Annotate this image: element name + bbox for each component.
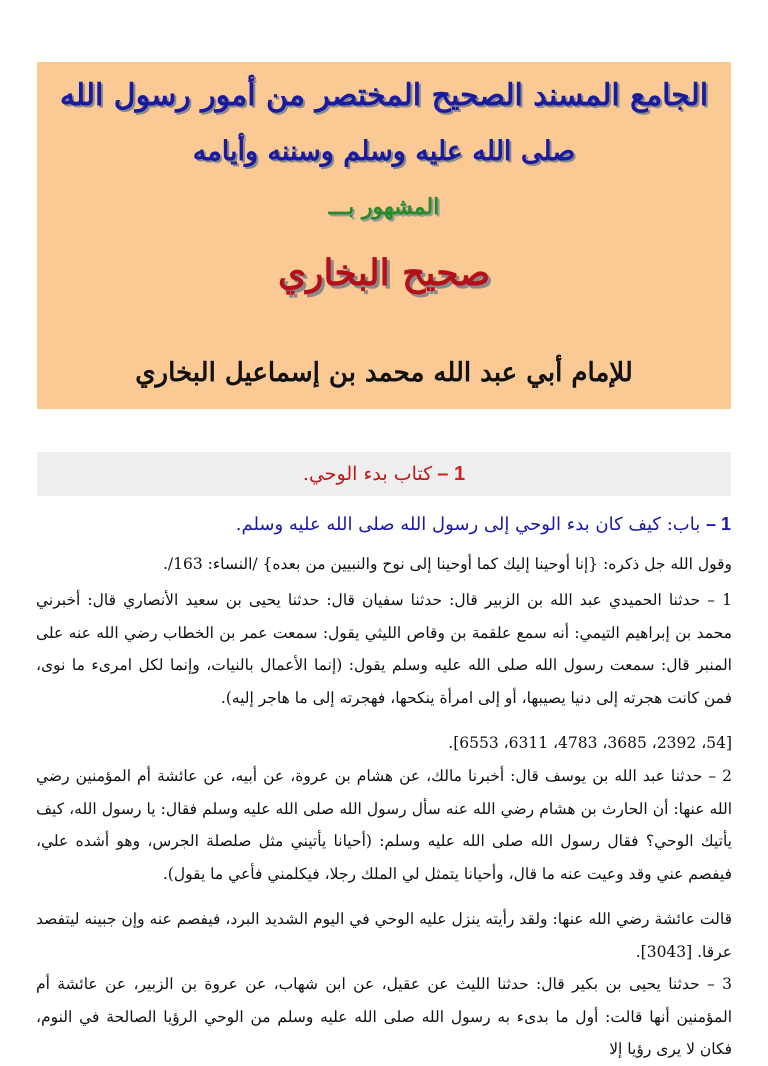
author-line: للإمام أبي عبد الله محمد بن إسماعيل البخاري — [135, 358, 633, 388]
chapter-number: 1 – — [437, 463, 466, 485]
chapter-heading — [37, 452, 731, 496]
bab-heading — [37, 510, 731, 539]
hadith-2-paragraph: 2 – حدثنا عبد الله بن يوسف قال: أخبرنا مالك، عن هشام بن عروة، عن أبيه، عن عائشة أم المؤمنين رضي الله عنها: أن الحارث بن هشام رضي الله عنه سأل رسول الله صلى الله عليه وسلم فقال: يا رسول الله، كيف يأتيك الوحي؟ فقال رسول الله صلى الله عليه وسلم: (أحيانا يأتيني مثل صلصلة الجرس، وهو أشده علي، فيفصم عني وقد وعيت عنه ما قال، وأحيانا يتمثل لي الملك رجلا، فيكلمني فأعي ما يقول). — [36, 767, 732, 883]
book-title: صحيح البخاري — [277, 252, 491, 294]
hadith-3-paragraph: 3 – حدثنا يحيى بن بكير قال: حدثنا الليث عن عقيل، عن ابن شهاب، عن عروة بن الزبير، عن عائشة أم المؤمنين أنها قالت: أول ما بدىء به رسول الله صلى الله عليه وسلم من الوحي الرؤيا الصالحة في النوم، فكان لا يرى رؤيا إلا — [36, 975, 732, 1058]
title-line-2: صلى الله عليه وسلم وسننه وأيامه — [192, 136, 576, 167]
title-line-1: الجامع المسند الصحيح المختصر من أمور رسول الله — [59, 78, 709, 113]
hadith-2-continuation: قالت عائشة رضي الله عنها: ولقد رأيته ينزل عليه الوحي في اليوم الشديد البرد، فيفصم عنه وإن جبينه ليتفصد عرقا. [3043]. — [36, 910, 732, 961]
bab-number: 1 – — [705, 514, 731, 534]
title-line-3: المشهور بـــ — [328, 194, 440, 220]
bab-text: باب: كيف كان بدء الوحي إلى رسول الله صلى الله عليه وسلم. — [235, 514, 701, 535]
chapter-title: كتاب بدء الوحي. — [302, 463, 433, 485]
quran-verse-paragraph: وقول الله جل ذكره: {إنا أوحينا إليك كما أوحينا إلى نوح والنبيين من بعده} /النساء: 163/. — [162, 555, 732, 573]
hadith-1-paragraph: 1 – حدثنا الحميدي عبد الله بن الزبير قال: حدثنا سفيان قال: حدثنا يحيى بن سعيد الأنصاري قال: أخبرني محمد بن إبراهيم التيمي: أنه سمع علقمة بن وقاص الليثي يقول: سمعت عمر بن الخطاب رضي الله عنه على المنبر قال: سمعت رسول الله صلى الله عليه وسلم يقول: (إنما الأعمال بالنيات، وإنما لكل امرىء ما نوى، فمن كانت هجرته إلى دنيا يصيبها، أو إلى امرأة ينكحها، فهجرته إلى ما هاجر إليه). — [36, 591, 732, 707]
hadith-1-references: [54، 2392، 3685، 4783، 6311، 6553]. — [448, 734, 732, 752]
title-box — [37, 62, 731, 409]
